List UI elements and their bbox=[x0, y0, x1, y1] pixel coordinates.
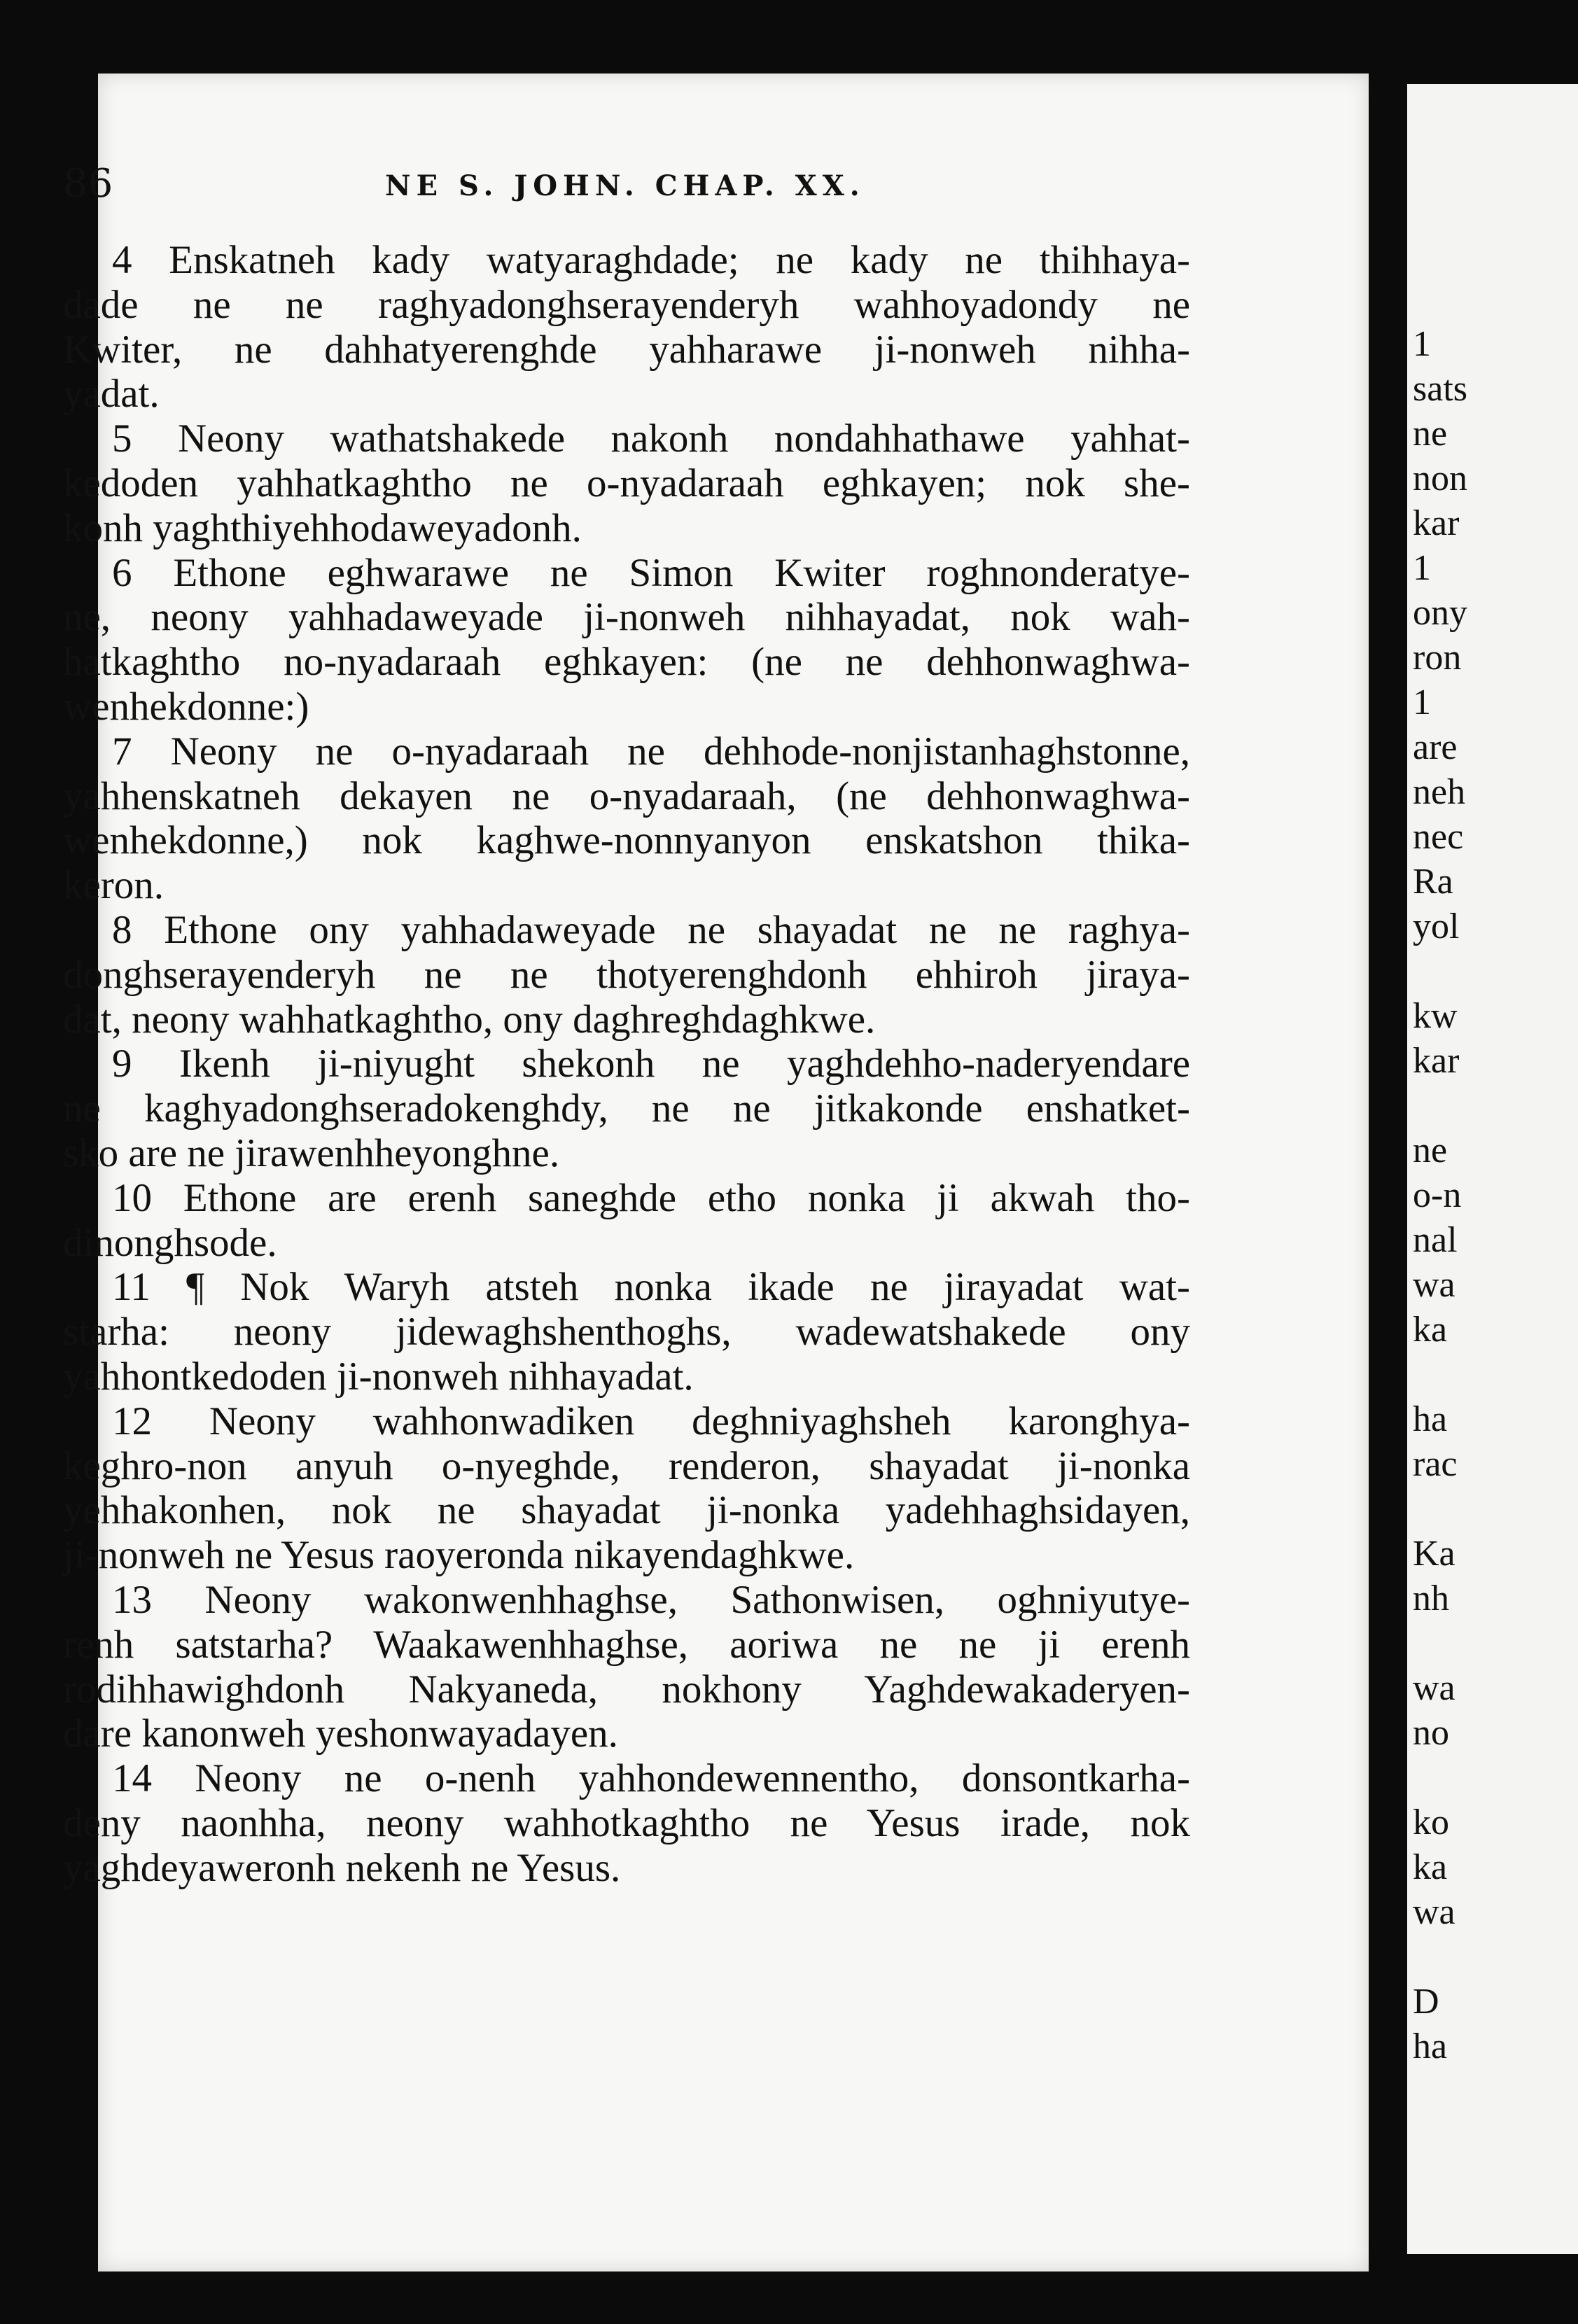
text-line: yadat. bbox=[63, 372, 160, 416]
facing-page-fragment: neh bbox=[1413, 772, 1466, 812]
facing-page-fragment: 1 bbox=[1413, 324, 1431, 364]
text-line: 10 Ethone are erenh saneghde etho nonka ji akwah tho- bbox=[112, 1175, 1190, 1220]
text-line: keron. bbox=[63, 863, 165, 908]
facing-page-fragment: 1 bbox=[1413, 548, 1431, 588]
text-line: 12 Neony wahhonwadiken deghniyaghsheh karonghya- bbox=[112, 1399, 1190, 1443]
facing-page-fragment: ne bbox=[1413, 414, 1448, 454]
facing-page-fragment: Ra bbox=[1413, 862, 1453, 902]
facing-page-fragments bbox=[1413, 322, 1467, 2069]
text-line: dat, neony wahhatkaghtho, ony daghreghdaghkwe. bbox=[63, 997, 876, 1042]
text-line: deny naonhha, neony wahhotkaghtho ne Yesus irade, nok bbox=[63, 1800, 1190, 1845]
facing-page-fragment: nh bbox=[1413, 1578, 1449, 1618]
running-head: NE S. JOHN. CHAP. XX. bbox=[385, 169, 865, 202]
text-line: 6 Ethone eghwarawe ne Simon Kwiter roghnonderatye- bbox=[112, 550, 1190, 595]
text-line: dinonghsode. bbox=[63, 1220, 277, 1265]
text-line: donghserayenderyh ne ne thotyerenghdonh ehhiroh jiraya- bbox=[63, 952, 1190, 997]
text-line: keghro-non anyuh o-nyeghde, renderon, shayadat ji-nonka bbox=[63, 1443, 1190, 1488]
facing-page-fragment bbox=[1413, 1352, 1467, 1397]
text-line: Kwiter, ne dahhatyerenghde yahharawe ji-nonweh nihha- bbox=[63, 327, 1190, 372]
text-line: 5 Neony wathatshakede nakonh nondahhathawe yahhat- bbox=[112, 416, 1190, 461]
scripture-text bbox=[63, 238, 1190, 1890]
facing-page-fragment: ha bbox=[1413, 1399, 1448, 1439]
page-number: 86 bbox=[63, 161, 113, 206]
facing-page-fragment: ony bbox=[1413, 593, 1467, 633]
text-line: renh satstarha? Waakawenhhaghse, aoriwa ne ne ji erenh bbox=[63, 1622, 1190, 1667]
facing-page-fragment bbox=[1413, 1756, 1467, 1800]
text-line: 9 Ikenh ji-niyught shekonh ne yaghdehho-naderyendare bbox=[112, 1042, 1190, 1086]
text-line: 4 Enskatneh kady watyaraghdade; ne kady ne thihhaya- bbox=[112, 238, 1190, 282]
facing-page-fragment: ha bbox=[1413, 2026, 1448, 2066]
facing-page-fragment: sats bbox=[1413, 369, 1467, 409]
facing-page-fragment: wa bbox=[1413, 1668, 1455, 1708]
facing-page-fragment: kw bbox=[1413, 996, 1458, 1036]
text-line: yahhontkedoden ji-nonweh nihhayadat. bbox=[63, 1354, 694, 1399]
text-line: ji-nonweh ne Yesus raoyeronda nikayendaghkwe. bbox=[63, 1533, 855, 1578]
text-line: yehhakonhen, nok ne shayadat ji-nonka yadehhaghsidayen, bbox=[63, 1488, 1190, 1533]
facing-page-fragment: Ka bbox=[1413, 1534, 1455, 1574]
facing-page-fragment bbox=[1413, 1935, 1467, 1980]
facing-page-fragment: ron bbox=[1413, 638, 1462, 678]
text-line: rodihhawighdonh Nakyaneda, nokhony Yaghdewakaderyen- bbox=[63, 1667, 1190, 1712]
text-line: sko are ne jirawenhheyonghne. bbox=[63, 1130, 560, 1175]
text-line: kedoden yahhatkaghtho ne o-nyadaraah eghkayen; nok she- bbox=[63, 461, 1190, 505]
facing-page-fragment: no bbox=[1413, 1713, 1449, 1753]
text-line: 14 Neony ne o-nenh yahhondewennentho, donsontkarha- bbox=[112, 1756, 1190, 1801]
facing-page-fragment: kar bbox=[1413, 503, 1460, 543]
facing-page-fragment bbox=[1413, 1084, 1467, 1128]
facing-page-fragment: kar bbox=[1413, 1041, 1460, 1081]
text-line: hatkaghtho no-nyadaraah eghkayen: (ne ne dehhonwaghwa- bbox=[63, 640, 1190, 685]
text-line: wenhekdonne:) bbox=[63, 684, 309, 729]
text-line: yaghdeyaweronh nekenh ne Yesus. bbox=[63, 1845, 621, 1890]
text-line: dare kanonweh yeshonwayadayen. bbox=[63, 1712, 618, 1756]
page-header bbox=[63, 161, 1190, 217]
facing-page-fragment bbox=[1413, 949, 1467, 994]
facing-page-fragment: ne bbox=[1413, 1130, 1448, 1170]
text-line: yahhenskatneh dekayen ne o-nyadaraah, (ne dehhonwaghwa- bbox=[63, 774, 1190, 818]
facing-page-fragment: ka bbox=[1413, 1310, 1448, 1350]
facing-page-fragment: rac bbox=[1413, 1444, 1458, 1484]
facing-page-fragment: non bbox=[1413, 458, 1467, 498]
facing-page-fragment: wa bbox=[1413, 1265, 1455, 1305]
text-line: 7 Neony ne o-nyadaraah ne dehhode-nonjistanhaghstonne, bbox=[112, 729, 1190, 774]
text-line: starha: neony jidewaghshenthoghs, wadewatshakede ony bbox=[63, 1310, 1190, 1354]
text-line: konh yaghthiyehhodaweyadonh. bbox=[63, 505, 582, 550]
facing-page-fragment: ko bbox=[1413, 1802, 1449, 1842]
facing-page-fragment bbox=[1413, 1621, 1467, 1666]
facing-page-fragment: D bbox=[1413, 1982, 1439, 2022]
facing-page-fragment: are bbox=[1413, 727, 1458, 767]
text-line: ne kaghyadonghseradokenghdy, ne ne jitkakonde enshatket- bbox=[63, 1086, 1190, 1131]
text-line: 8 Ethone ony yahhadaweyade ne shayadat ne ne raghya- bbox=[112, 907, 1190, 952]
facing-page-fragment: nal bbox=[1413, 1220, 1458, 1260]
facing-page-fragment: o-n bbox=[1413, 1175, 1462, 1215]
text-line: 13 Neony wakonwenhhaghse, Sathonwisen, oghniyutye- bbox=[112, 1577, 1190, 1622]
facing-page-fragment bbox=[1413, 1487, 1467, 1532]
facing-page-fragment: ka bbox=[1413, 1847, 1448, 1887]
text-line: 11 ¶ Nok Waryh atsteh nonka ikade ne jirayadat wat- bbox=[112, 1265, 1190, 1310]
facing-page-fragment: yol bbox=[1413, 906, 1460, 946]
facing-page-fragment: wa bbox=[1413, 1892, 1455, 1932]
text-line: ne, neony yahhadaweyade ji-nonweh nihhayadat, nok wah- bbox=[63, 595, 1190, 640]
text-line: dade ne ne raghyadonghserayenderyh wahhoyadondy ne bbox=[63, 282, 1190, 327]
text-line: wenhekdonne,) nok kaghwe-nonnyanyon enskatshon thika- bbox=[63, 818, 1190, 863]
facing-page-fragment: nec bbox=[1413, 817, 1464, 857]
facing-page-fragment: 1 bbox=[1413, 682, 1431, 722]
